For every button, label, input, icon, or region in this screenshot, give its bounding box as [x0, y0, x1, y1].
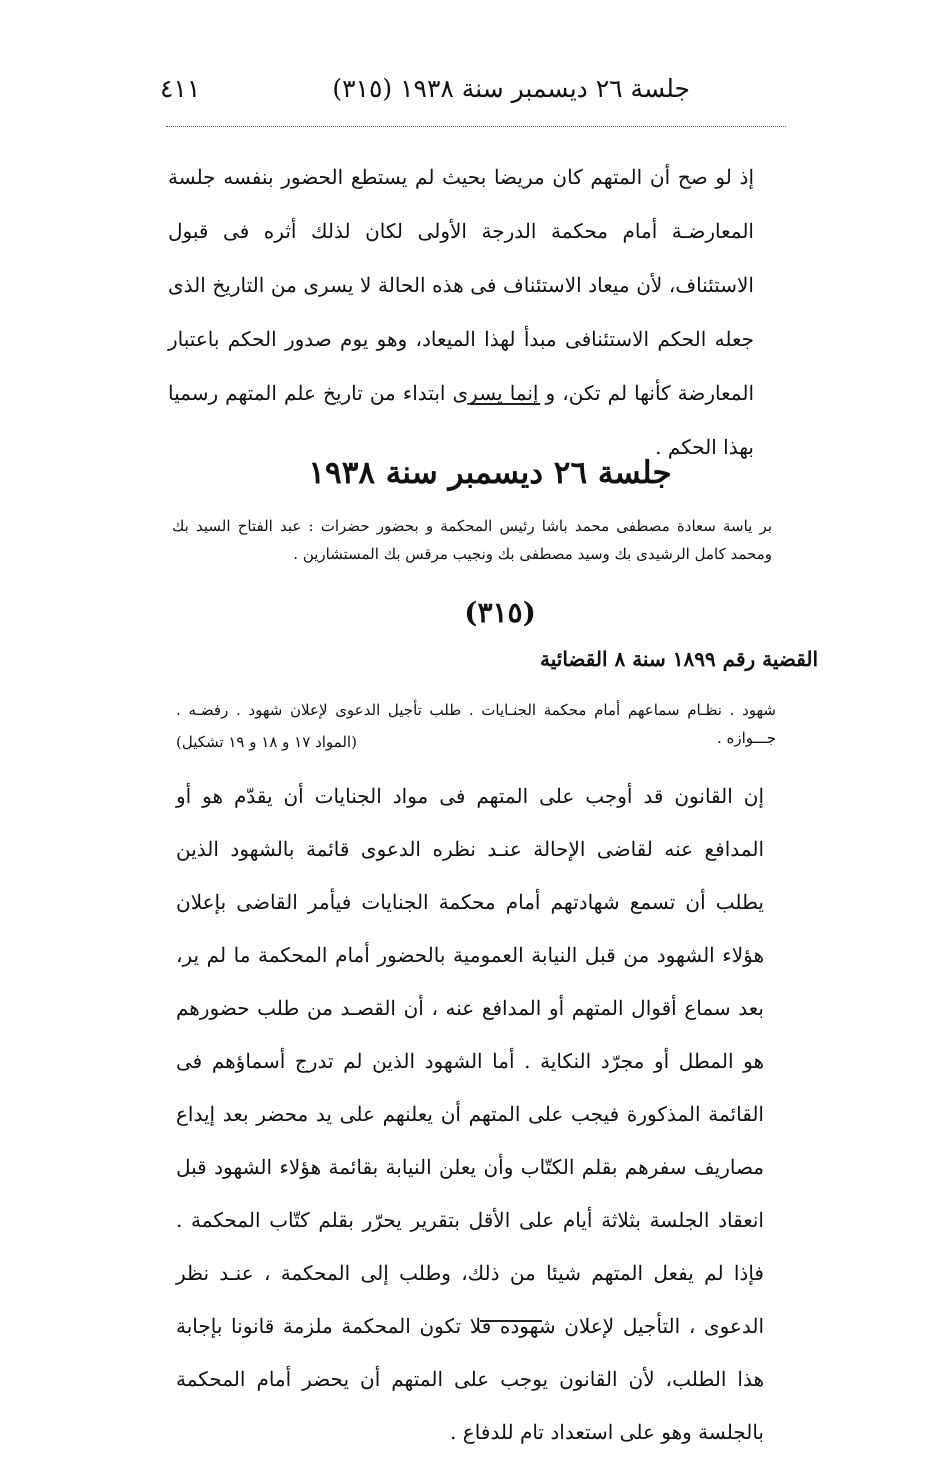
ruling-text: إن القانون قد أوجب على المتهم فى مواد الجنايات أن يقدّم هو أو المدافع عنه لقاضى الإحالة عنـد نظره الدعوى قائمة بالشهود الذين يطلب أن تسمع شهادتهم أمام محكمة الجنايات فيأمر القاضى بإعلان هؤلاء الشهود من قبل النيابة العمومية بالحضور أمام المحكمة ما لم ير، بعد سماع أقوال المتهم أو المدافع عنه ، أن القصـد من طلب حضورهم هو المطل أو مجرّد النكاية . أما الشهود الذين لم تدرج أسماؤهم فى القائمة المذكورة فيجب على المتهم أن يعلنهم على يد محضر بعد إيداع مصاريف سفرهم بقلم الكتّاب وأن يعلن النيابة بقائمة هؤلاء الشهود قبل انعقاد الجلسة بثلاثة أيام على الأقل بتقرير يحرّر بقلم كتّاب المحكمة . فإذا لم يفعل المتهم شيئا من ذلك، وطلب إلى المحكمة ، عنـد نظر الدعوى ، التأجيل لإعلان شهوده فلا تكون المحكمة ملزمة قانونا بإجابة هذا الطلب، لأن القانون يوجب على المتهم أن يحضر أمام المحكمة بالجلسة وهو على استعداد تام للدفاع . — [176, 784, 765, 1444]
running-header — [160, 74, 690, 114]
case-title: القضية رقم ١٨٩٩ سنة ٨ القضائية — [540, 647, 818, 671]
case-number: (٣١٥) — [464, 596, 536, 629]
presidency-line: بر ياسة سعادة مصطفى محمد باشا رئيس المحكمة و بحضور حضرات : عبد الفتاح السيد بك ومحمد كامل الرشيدى بك وسيد مصطفى بك ونجيب مرقس بك المستشارين . — [172, 517, 772, 563]
running-header-title: جلسة ٢٦ ديسمبر سنة ١٩٣٨ (٣١٥) — [332, 74, 690, 103]
case-articles: (المواد ١٧ و ١٨ و ١٩ تشكيل) — [176, 733, 357, 751]
end-separator — [480, 1320, 542, 1322]
header-divider — [166, 126, 786, 127]
ruling-paragraph — [176, 770, 784, 1459]
session-heading: جلسة ٢٦ ديسمبر سنة ١٩٣٨ — [308, 455, 672, 491]
page-number: ٤١١ — [160, 74, 201, 103]
intro-text: إذ لو صح أن المتهم كان مريضا بحيث لم يستطع الحضور بنفسه جلسة المعارضـة أمام محكمة الدرجة الأولى لكان لذلك أثره فى قبول الاستئناف، لأن ميعاد الاستئناف فى هذه الحالة لا يسرى من التاريخ الذى جعله الحكم الاستئنافى مبدأ لهذا الميعاد، وهو يوم صدور الحكم باعتبار المعارضة كأنها لم تكن، و إنما يسرى ابتداء من تاريخ علم المتهم رسميا بهذا الحكم . — [168, 165, 754, 459]
keywords-text: شهود . نظـام سماعهم أمام محكمة الجنـايات . طلب تأجيل الدعوى لإعلان شهود . رفضـه . جـــوازه . — [176, 701, 776, 747]
intro-paragraph — [168, 150, 774, 474]
section-separator — [470, 403, 540, 405]
